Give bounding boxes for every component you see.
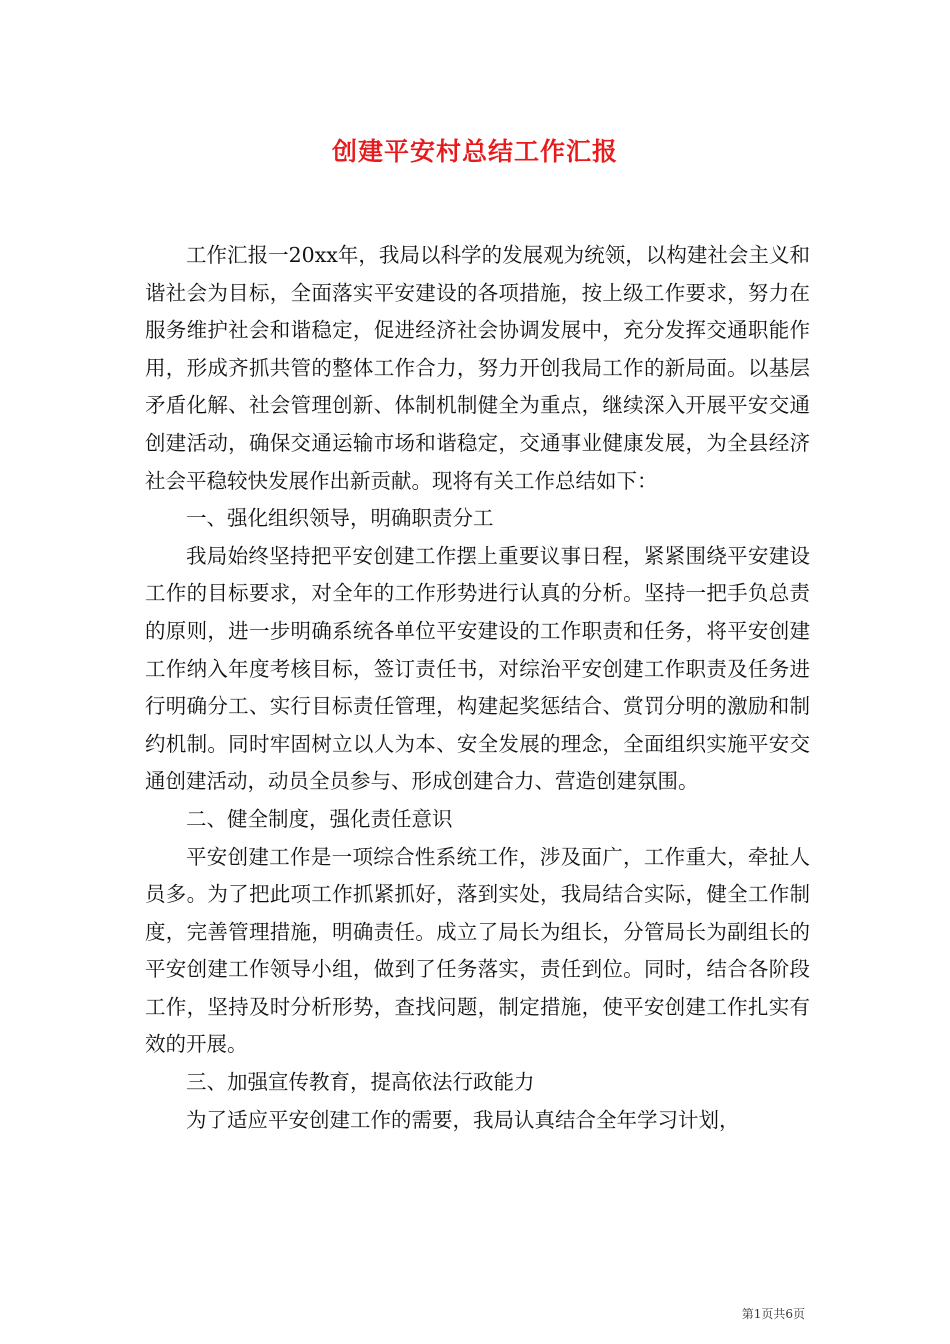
paragraph-section-1: 我局始终坚持把平安创建工作摆上重要议事日程，紧紧围绕平安建设工作的目标要求，对全年的工作形势进行认真的分析。坚持一把手负总责的原则，进一步明确系统各单位平安建设的工作职责和任务，将平安创建工作纳入年度考核目标，签订责任书，对综治平安创建工作职责及任务进行明确分工、实行目标责任管理，构建起奖惩结合、赏罚分明的激励和制约机制。同时牢固树立以人为本、安全发展的理念，全面组织实施平安交通创建活动，动员全员参与、形成创建合力、营造创建氛围。 (145, 543, 810, 794)
paragraph-section-2: 平安创建工作是一项综合性系统工作，涉及面广，工作重大，牵扯人员多。为了把此项工作抓紧抓好，落到实处，我局结合实际，健全工作制度，完善管理措施，明确责任。成立了局长为组长，分管局长为副组长的平安创建工作领导小组，做到了任务落实，责任到位。同时，结合各阶段工作，坚持及时分析形势，查找问题，制定措施，使平安创建工作扎实有效的开展。 (145, 844, 810, 1057)
paragraph-intro: 工作汇报一20xx年，我局以科学的发展观为统领，以构建社会主义和谐社会为目标，全面落实平安建设的各项措施，按上级工作要求，努力在服务维护社会和谐稳定，促进经济社会协调发展中，充分发挥交通职能作用，形成齐抓共管的整体工作合力，努力开创我局工作的新局面。以基层矛盾化解、社会管理创新、体制机制健全为重点，继续深入开展平安交通创建活动，确保交通运输市场和谐稳定，交通事业健康发展，为全县经济社会平稳较快发展作出新贡献。现将有关工作总结如下： (145, 243, 810, 493)
page-number-footer: 第1页共6页 (741, 1307, 805, 1321)
section-heading-1: 一、强化组织领导，明确职责分工 (186, 506, 494, 531)
document-title: 创建平安村总结工作汇报 (331, 137, 618, 166)
section-heading-3: 三、加强宣传教育，提高依法行政能力 (186, 1070, 535, 1095)
document-body (145, 237, 810, 1139)
paragraph-section-3: 为了适应平安创建工作的需要，我局认真结合全年学习计划， (186, 1107, 740, 1132)
section-heading-2: 二、健全制度，强化责任意识 (186, 806, 453, 831)
